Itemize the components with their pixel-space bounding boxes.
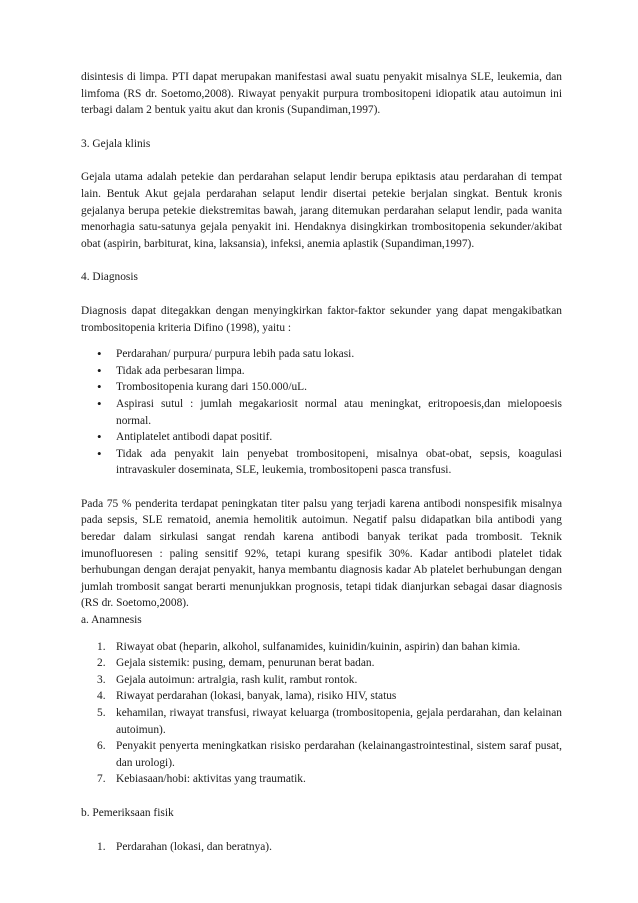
list-item: • Tidak ada penyakit lain penyebat trombositopeni, misalnya obat-obat, sepsis, koagulasi intravaskuler doseminata, SLE, leukemia, trombositopeni pasca transfusi. (81, 446, 562, 479)
list-item (81, 688, 562, 705)
list-item: • Perdarahan/ purpura/ purpura lebih pada satu lokasi. (81, 346, 562, 363)
physical-exam-heading: b. Pemeriksaan fisik (81, 806, 174, 819)
list-item: • Trombositopenia kurang dari 150.000/uL. (81, 379, 562, 396)
physical-exam-list (81, 839, 562, 856)
item-text: Perdarahan (lokasi, dan beratnya). (116, 840, 272, 853)
item-text: Kebiasaan/hobi: aktivitas yang traumatik. (116, 773, 306, 786)
list-item (81, 771, 562, 788)
section-4-paragraph: Diagnosis dapat ditegakkan dengan menyingkirkan faktor-faktor sekunder yang dapat mengakibatkan trombositopenia kriteria Difino (1998), yaitu : (81, 304, 562, 334)
diagnosis-paragraph: Pada 75 % penderita terdapat peningkatan titer palsu yang terjadi karena antibodi nonspesifik misalnya pada sepsis, SLE rematoid, anemia hemolitik autoimun. Negatif palsu didapatkan bila antibodi yang beredar dalam sirkulasi sangat rendah karena antibodi banyak terikat pada trombosit. Teknik imunofluoresen : paling sensitif 92%, tetapi kurang spesifik 30%. Kadar antibodi platelet tidak berhubungan dengan derajat penyakit, hanya membantu diagnosis kadar Ab platelet berhubungan dengan jumlah trombosit sangat berarti menunjukkan prognosis, tetapi tidak dianjurkan sebagai dasar diagnosis (RS dr. Soetomo,2008). (81, 497, 562, 610)
list-item (81, 839, 562, 856)
list-item (81, 672, 562, 689)
item-number: 4. (97, 690, 106, 703)
list-item: • Aspirasi sutul : jumlah megakariosit normal atau meningkat, eritropoesis,dan mielopoesis normal. (81, 396, 562, 429)
list-item: • Antiplatelet antibodi dapat positif. (81, 429, 562, 446)
item-text: Penyakit penyerta meningkatkan risisko perdarahan (kelainangastrointestinal, sistem saraf pusat, dan urologi). (116, 740, 562, 769)
list-item (81, 738, 562, 771)
item-text: Gejala sistemik: pusing, demam, penurunan berat badan. (116, 657, 375, 670)
item-number: 2. (97, 657, 106, 670)
item-number: 6. (97, 740, 106, 753)
section-3-paragraph: Gejala utama adalah petekie dan perdarahan selaput lendir berupa epiktasis atau perdarahan di tempat lain. Bentuk Akut gejala perdarahan selaput lendir disertai petekie berjalan singkat. Bentuk kronis gejalanya berupa petekie diekstremitas bawah, jarang ditemukan perdarahan selaput lendir, pada wanita menorhagia satu-satunya gejala penyakit ini. Hendaknya disingkirkan trombositopenia sekunder/akibat obat (aspirin, barbiturat, kina, laksansia), infeksi, anemia aplastik (Supandiman,1997). (81, 171, 562, 250)
item-number: 1. (97, 640, 106, 653)
list-item (81, 655, 562, 672)
anamnesis-heading: a. Anamnesis (81, 614, 142, 627)
item-number: 1. (97, 840, 106, 853)
item-number: 5. (97, 707, 106, 719)
item-number: 7. (97, 773, 106, 786)
anamnesis-list (81, 639, 562, 788)
diagnosis-criteria-list (81, 346, 562, 479)
item-text: Riwayat perdarahan (lokasi, banyak, lama), risiko HIV, status (116, 690, 397, 703)
list-item (81, 705, 562, 738)
item-text: Riwayat obat (heparin, alkohol, sulfanamides, kuinidin/kuinin, aspirin) dan bahan kimia. (116, 640, 521, 653)
item-text: kehamilan, riwayat transfusi, riwayat keluarga (trombositopenia, gejala perdarahan, dan kelainan autoimun). (116, 707, 562, 736)
list-item: • Tidak ada perbesaran limpa. (81, 363, 562, 380)
section-4-heading: 4. Diagnosis (81, 271, 138, 284)
item-number: 3. (97, 673, 106, 686)
item-text: Gejala autoimun: artralgia, rash kulit, rambut rontok. (116, 673, 358, 686)
list-item (81, 639, 562, 656)
intro-paragraph: disintesis di limpa. PTI dapat merupakan manifestasi awal suatu penyakit misalnya SLE, leukemia, dan limfoma (RS dr. Soetomo,2008). Riwayat penyakit purpura trombositopeni idiopatik atau autoimun ini terbagi dalam 2 bentuk yaitu akut dan kronis (Supandiman,1997). (81, 71, 562, 117)
section-3-heading: 3. Gejala klinis (81, 137, 151, 150)
